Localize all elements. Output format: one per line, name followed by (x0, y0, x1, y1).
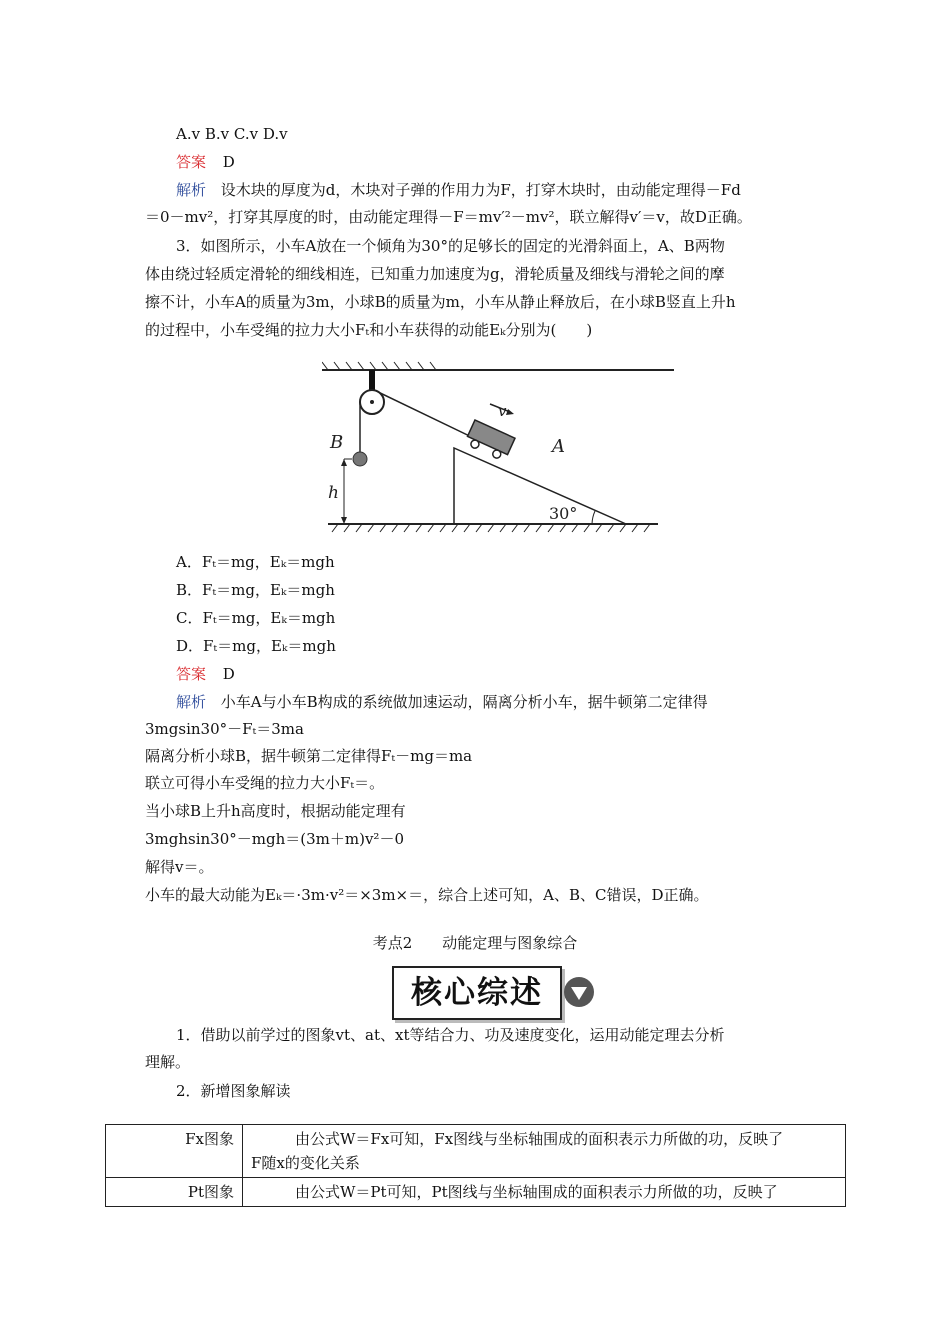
equation-4: 当小球B上升h高度时，根据动能定理有 (145, 802, 406, 820)
question-3-line-1: 3．如图所示，小车A放在一个倾角为30°的足够长的固定的光滑斜面上，A、B两物 (176, 237, 725, 255)
explanation-2 (176, 692, 876, 712)
answer-1 (176, 152, 876, 172)
table-cell-desc (243, 1125, 846, 1178)
answer-2 (176, 664, 876, 684)
graph-table (105, 1124, 846, 1207)
table-cell-name: Pt图象 (106, 1178, 243, 1207)
option-d: D．Fₜ＝mg，Eₖ＝mgh (176, 637, 336, 655)
explanation-text: 小车A与小车B构成的系统做加速运动，隔离分析小车，据牛顿第二定律得 (220, 693, 708, 711)
paragraph-1-cont: 理解。 (145, 1053, 191, 1071)
answer-label: 答案 (176, 665, 207, 683)
core-summary-banner: 核心综述 (392, 966, 562, 1020)
section-title: 考点2 动能定理与图象综合 (372, 934, 578, 952)
label-a: A (552, 436, 565, 457)
option-a: A．Fₜ＝mg，Eₖ＝mgh (176, 553, 335, 571)
equation-6: 解得v＝。 (145, 858, 214, 876)
option-b: B．Fₜ＝mg，Eₖ＝mgh (176, 581, 335, 599)
table-row (106, 1125, 846, 1178)
desc-line: 由公式W＝Pt可知，Pt图线与坐标轴围成的面积表示力所做的功，反映了 (295, 1183, 778, 1201)
answer-label: 答案 (176, 153, 207, 171)
label-angle: 30° (549, 504, 578, 523)
desc-line: 由公式W＝Fx可知，Fx图线与坐标轴围成的面积表示力所做的功，反映了 (295, 1130, 784, 1148)
table-cell-desc (243, 1178, 846, 1207)
answer-value: D (222, 665, 235, 683)
explanation-text: 设木块的厚度为d，木块对子弹的作用力为F，打穿木块时，由动能定理得－Fd (220, 181, 741, 199)
equation-3: 联立可得小车受绳的拉力大小Fₜ＝。 (145, 774, 385, 792)
equation-7: 小车的最大动能为Eₖ＝·3m·v²＝×3m×＝，综合上述可知，A、B、C错误，D正确。 (145, 886, 709, 904)
paragraph-2: 2．新增图象解读 (176, 1082, 291, 1100)
equation-2: 隔离分析小球B，据牛顿第二定律得Fₜ－mg＝ma (145, 747, 473, 765)
incline-pulley-figure (322, 352, 674, 546)
explanation-label: 解析 (176, 693, 207, 711)
table-cell-name: Fx图象 (106, 1125, 243, 1178)
explanation-1-cont: ＝0－mv²，打穿其厚度的时，由动能定理得－F＝mv′²－mv²，联立解得v′＝v，故D正确。 (145, 208, 752, 226)
question-3-line-2: 体由绕过轻质定滑轮的细线相连，已知重力加速度为g，滑轮质量及细线与滑轮之间的摩 (145, 265, 725, 283)
options-line: A.v B.v C.v D.v (176, 125, 288, 143)
option-c: C．Fₜ＝mg，Eₖ＝mgh (176, 609, 336, 627)
equation-1: 3mgsin30°－Fₜ＝3ma (145, 720, 304, 738)
table-row (106, 1178, 846, 1207)
triangle-down-icon (563, 976, 595, 1008)
label-b: B (330, 432, 344, 453)
question-3-line-4: 的过程中，小车受绳的拉力大小Fₜ和小车获得的动能Eₖ分别为( ) (145, 321, 593, 339)
explanation-1 (176, 180, 876, 200)
question-3-line-3: 擦不计，小车A的质量为3m，小球B的质量为m，小车从静止释放后，在小球B竖直上升h (145, 293, 736, 311)
paragraph-1: 1．借助以前学过的图象vt、at、xt等结合力、功及速度变化，运用动能定理去分析 (176, 1026, 725, 1044)
label-v: v (498, 402, 507, 420)
explanation-label: 解析 (176, 181, 207, 199)
equation-5: 3mghsin30°－mgh＝(3m＋m)v²－0 (145, 830, 404, 848)
answer-value: D (222, 153, 235, 171)
label-h: h (328, 483, 339, 503)
desc-line: F随x的变化关系 (251, 1154, 360, 1172)
